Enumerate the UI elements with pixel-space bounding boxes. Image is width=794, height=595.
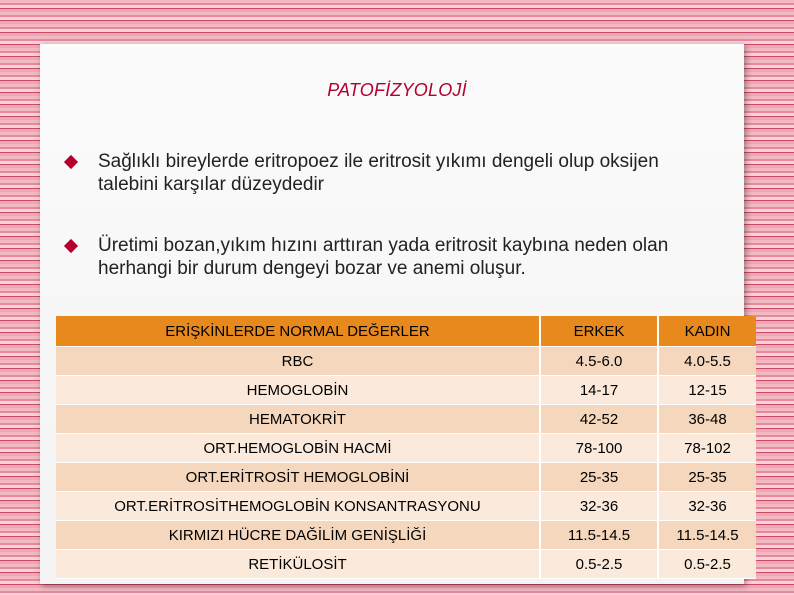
row-male-value: 78-100 — [540, 434, 658, 463]
table-row — [56, 550, 756, 579]
row-female-value: 32-36 — [658, 492, 756, 521]
row-parameter: RBC — [56, 347, 540, 376]
row-male-value: 25-35 — [540, 463, 658, 492]
row-male-value: 14-17 — [540, 376, 658, 405]
bullet-item-1 — [66, 150, 718, 196]
row-female-value: 0.5-2.5 — [658, 550, 756, 579]
table-header-row — [56, 316, 756, 347]
row-parameter: ORT.HEMOGLOBİN HACMİ — [56, 434, 540, 463]
table-row — [56, 405, 756, 434]
bullet-item-2 — [66, 234, 718, 280]
diamond-bullet-icon — [64, 155, 78, 169]
table-row — [56, 492, 756, 521]
table-row — [56, 521, 756, 550]
row-male-value: 42-52 — [540, 405, 658, 434]
table-row — [56, 347, 756, 376]
row-parameter: HEMOGLOBİN — [56, 376, 540, 405]
row-parameter: ORT.ERİTROSİTHEMOGLOBİN KONSANTRASYONU — [56, 492, 540, 521]
bullet-text-2: Üretimi bozan,yıkım hızını arttıran yada eritrosit kaybına neden olan herhangi bir durum dengeyi bozar ve anemi oluşur. — [98, 235, 669, 279]
normal-values-table — [56, 316, 756, 579]
row-male-value: 4.5-6.0 — [540, 347, 658, 376]
bullet-text-1: Sağlıklı bireylerde eritropoez ile eritrosit yıkımı dengeli olup oksijen talebini karşılar düzeydedir — [98, 151, 659, 195]
header-male: ERKEK — [540, 316, 658, 347]
row-female-value: 11.5-14.5 — [658, 521, 756, 550]
slide-title: PATOFİZYOLOJİ — [327, 80, 467, 100]
row-female-value: 78-102 — [658, 434, 756, 463]
row-male-value: 32-36 — [540, 492, 658, 521]
header-parameter: ERİŞKİNLERDE NORMAL DEĞERLER — [56, 316, 540, 347]
table-row — [56, 463, 756, 492]
row-parameter: HEMATOKRİT — [56, 405, 540, 434]
row-male-value: 0.5-2.5 — [540, 550, 658, 579]
row-female-value: 4.0-5.5 — [658, 347, 756, 376]
row-female-value: 12-15 — [658, 376, 756, 405]
row-parameter: RETİKÜLOSİT — [56, 550, 540, 579]
diamond-bullet-icon — [64, 239, 78, 253]
table-row — [56, 376, 756, 405]
row-female-value: 36-48 — [658, 405, 756, 434]
table-row — [56, 434, 756, 463]
row-female-value: 25-35 — [658, 463, 756, 492]
row-parameter: ORT.ERİTROSİT HEMOGLOBİNİ — [56, 463, 540, 492]
header-female: KADIN — [658, 316, 756, 347]
row-parameter: KIRMIZI HÜCRE DAĞİLİM GENİŞLİĞİ — [56, 521, 540, 550]
row-male-value: 11.5-14.5 — [540, 521, 658, 550]
